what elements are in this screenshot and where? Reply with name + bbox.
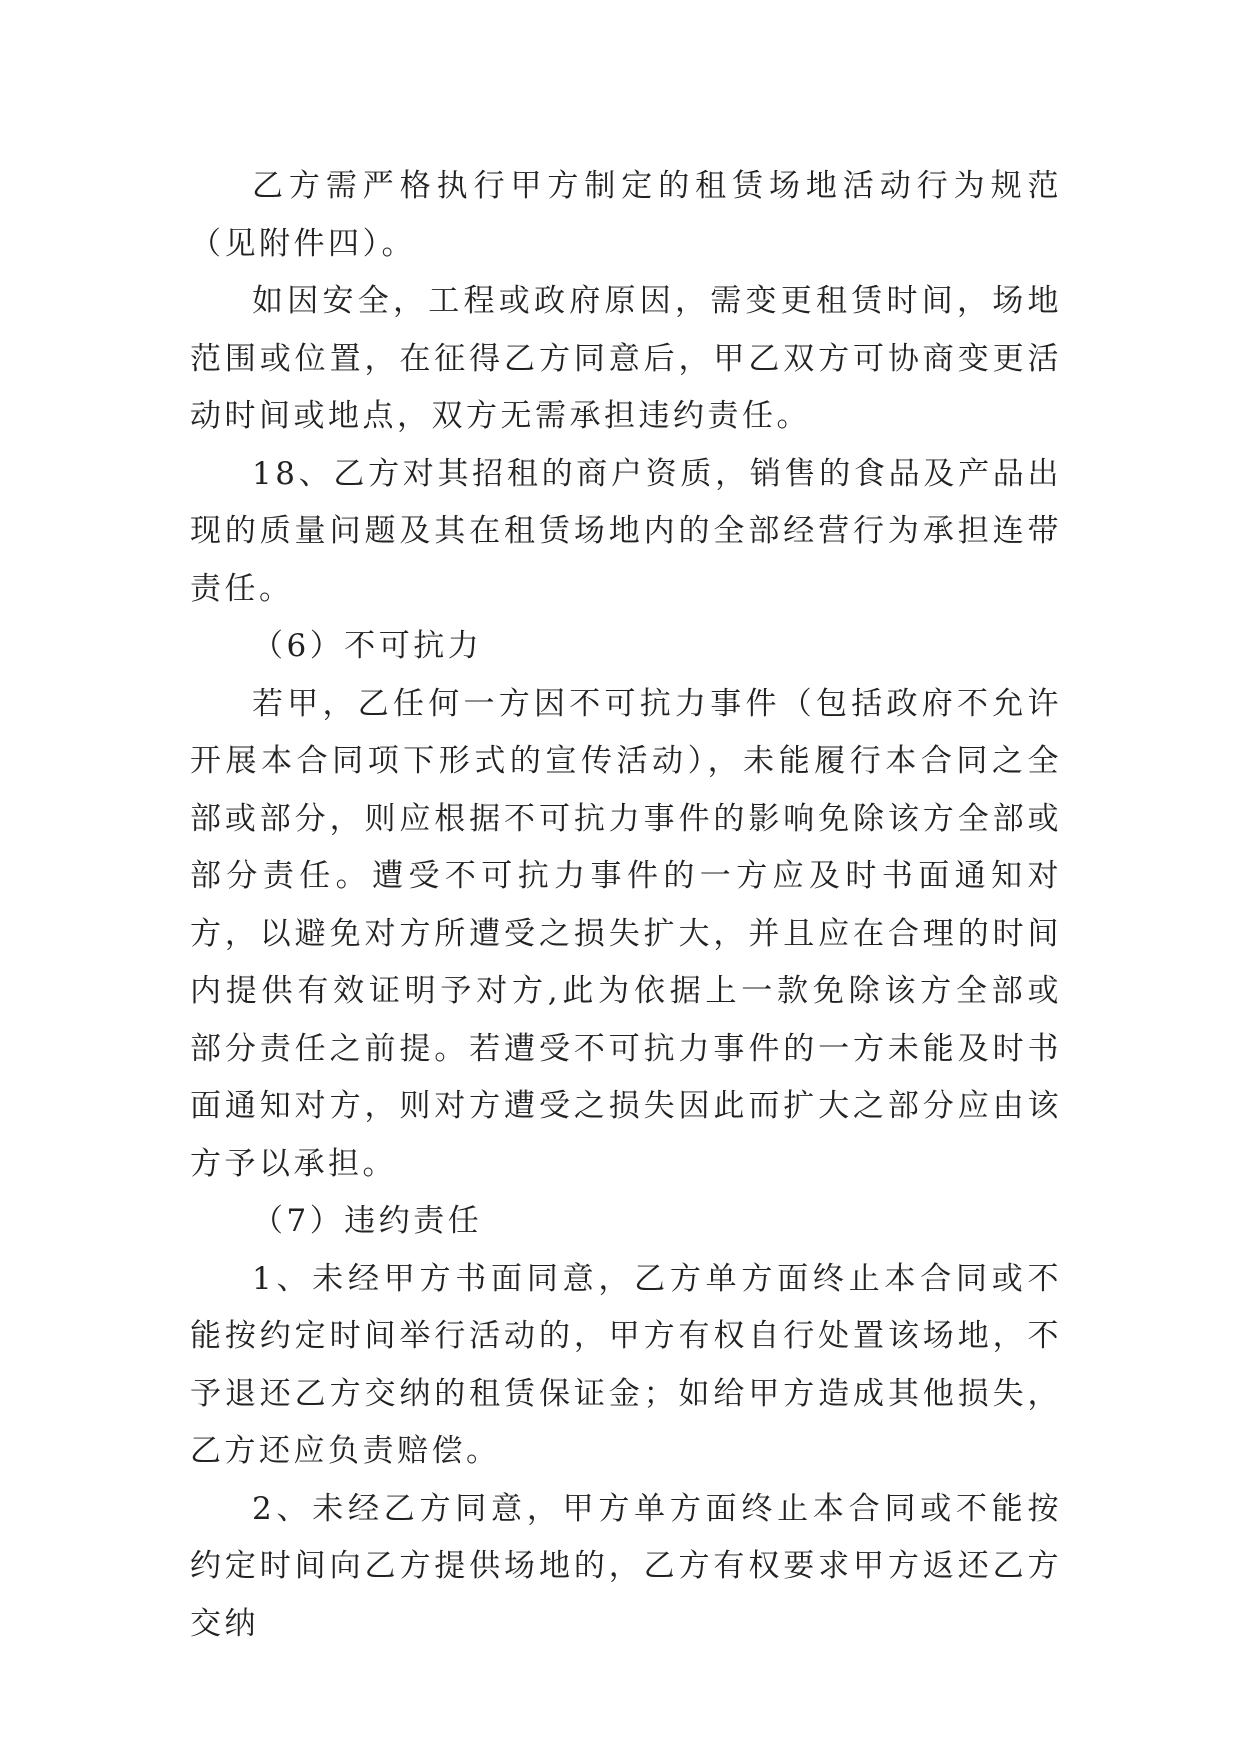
para-force-majeure: 若甲，乙任何一方因不可抗力事件（包括政府不允许开展本合同项下形式的宣传活动），未能履行本合同之全部或部分，则应根据不可抗力事件的影响免除该方全部或部分责任。遭受不可抗力事件的一方应及时书面通知对方，以避免对方所遭受之损失扩大，并且应在合理的时间内提供有效证明予对方,此为依据上一款免除该方全部或部分责任之前提。若遭受不可抗力事件的一方未能及时书面通知对方，则对方遭受之损失因此而扩大之部分应由该方予以承担。 xyxy=(190,685,1062,1182)
para-breach-2: 2、未经乙方同意，甲方单方面终止本合同或不能按约定时间向乙方提供场地的，乙方有权要求甲方返还乙方交纳 xyxy=(190,1490,1062,1642)
para-venue-rules: 乙方需严格执行甲方制定的租赁场地活动行为规范（见附件四）。 xyxy=(190,168,1062,262)
heading-breach-liability: （7）违约责任 xyxy=(252,1203,483,1239)
heading-force-majeure: （6）不可抗力 xyxy=(252,628,483,664)
document-body xyxy=(190,158,1062,1653)
para-clause-18: 18、乙方对其招租的商户资质，销售的食品及产品出现的质量问题及其在租赁场地内的全部经营行为承担连带责任。 xyxy=(190,455,1062,607)
para-schedule-change: 如因安全，工程或政府原因，需变更租赁时间，场地范围或位置，在征得乙方同意后，甲乙双方可协商变更活动时间或地点，双方无需承担违约责任。 xyxy=(190,283,1062,434)
para-breach-1: 1、未经甲方书面同意，乙方单方面终止本合同或不能按约定时间举行活动的，甲方有权自行处置该场地，不予退还乙方交纳的租赁保证金；如给甲方造成其他损失，乙方还应负责赔偿。 xyxy=(190,1260,1062,1469)
